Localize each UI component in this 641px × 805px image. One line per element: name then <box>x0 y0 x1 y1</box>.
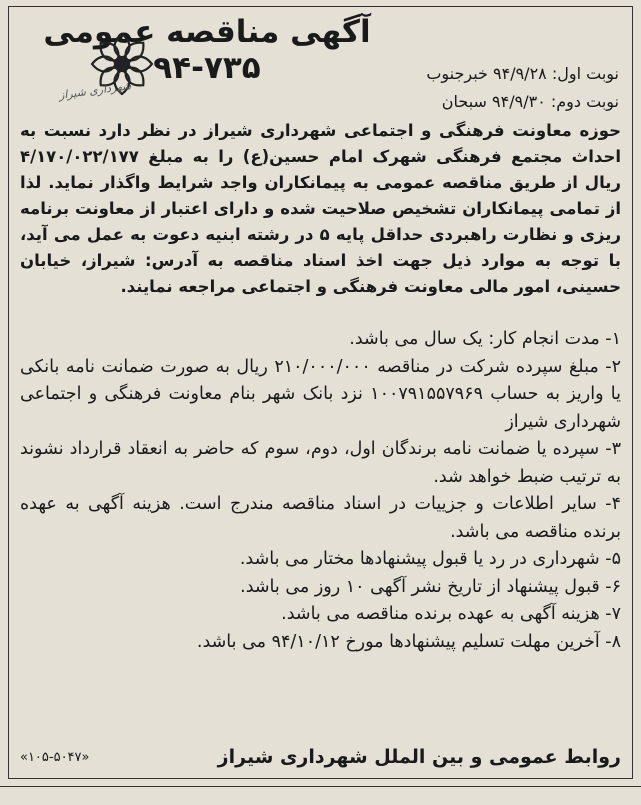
ad-code: «۱۰۵-۵۰۴۷» <box>20 750 90 765</box>
divider <box>0 786 641 805</box>
publication-first: نوبت اول: ۹۴/۹/۲۸ خبرجنوب <box>426 64 619 83</box>
list-item: ۷- هزینه آگهی به عهده برنده مناقصه می باشد. <box>281 604 621 624</box>
list-item: ۳- سپرده یا ضمانت نامه برندگان اول، دوم، سوم که حاضر به انعقاد قرارداد نشوند به ترتیب ضبط خواهد شد. <box>20 439 621 487</box>
logo-caption: شهرداری شیراز <box>58 79 132 102</box>
municipality-flower-logo-icon <box>72 24 172 114</box>
list-item: ۶- قبول پیشنهاد از تاریخ نشر آگهی ۱۰ روز می باشد. <box>240 576 621 597</box>
conditions-list <box>20 326 621 656</box>
intro-paragraph: حوزه معاونت فرهنگی و اجتماعی شهرداری شیراز در نظر دارد نسبت به احداث مجتمع فرهنگی شهرک امام حسین(ع) را به مبلغ ۴/۱۷۰/۰۲۲/۱۷۷ ریال از طریق مناقصه عمومی به پیمانکاران واجد شرایط واگذار نماید. لذا از تمامی پیمانکاران تشخیص صلاحیت شده و دارای اعتبار از معاونت برنامه ریزی و نظارت راهبردی حداقل پایه ۵ در رشته ابنیه دعوت به عمل می آید، با توجه به موارد ذیل جهت اخذ اسناد مناقصه به آدرس: شیراز، خیابان حسینی، امور مالی معاونت فرهنگی و اجتماعی مراجعه نمایند. <box>20 121 622 296</box>
page-title: آگهی مناقصه عمومی ۷۳۵-۹۴ <box>43 14 371 86</box>
publication-second: نوبت دوم: ۹۴/۹/۳۰ سبحان <box>441 92 619 111</box>
signature: روابط عمومی و بین الملل شهرداری شیراز <box>217 746 621 768</box>
list-item: ۲- مبلغ سپرده شرکت در مناقصه ۲۱۰/۰۰۰/۰۰۰ ریال به صورت ضمانت نامه بانکی یا واریز به حساب ۱۰۰۷۹۱۵۵۷۹۶۹ نزد بانک شهر بنام معاونت فرهنگی و اجتماعی شهرداری شیراز <box>20 356 621 432</box>
list-item: ۵- شهرداری در رد یا قبول پیشنهادها مختار می باشد. <box>239 549 621 569</box>
list-item: ۴- سایر اطلاعات و جزییات در اسناد مناقصه مندرج است. هزینه آگهی به عهده برنده مناقصه می باشد. <box>20 494 621 542</box>
list-item: ۱- مدت انجام کار: یک سال می باشد. <box>349 329 621 349</box>
footer <box>20 746 621 774</box>
list-item: ۸- آخرین مهلت تسلیم پیشنهادها مورخ ۹۴/۱۰/۱۲ می باشد. <box>196 631 621 652</box>
